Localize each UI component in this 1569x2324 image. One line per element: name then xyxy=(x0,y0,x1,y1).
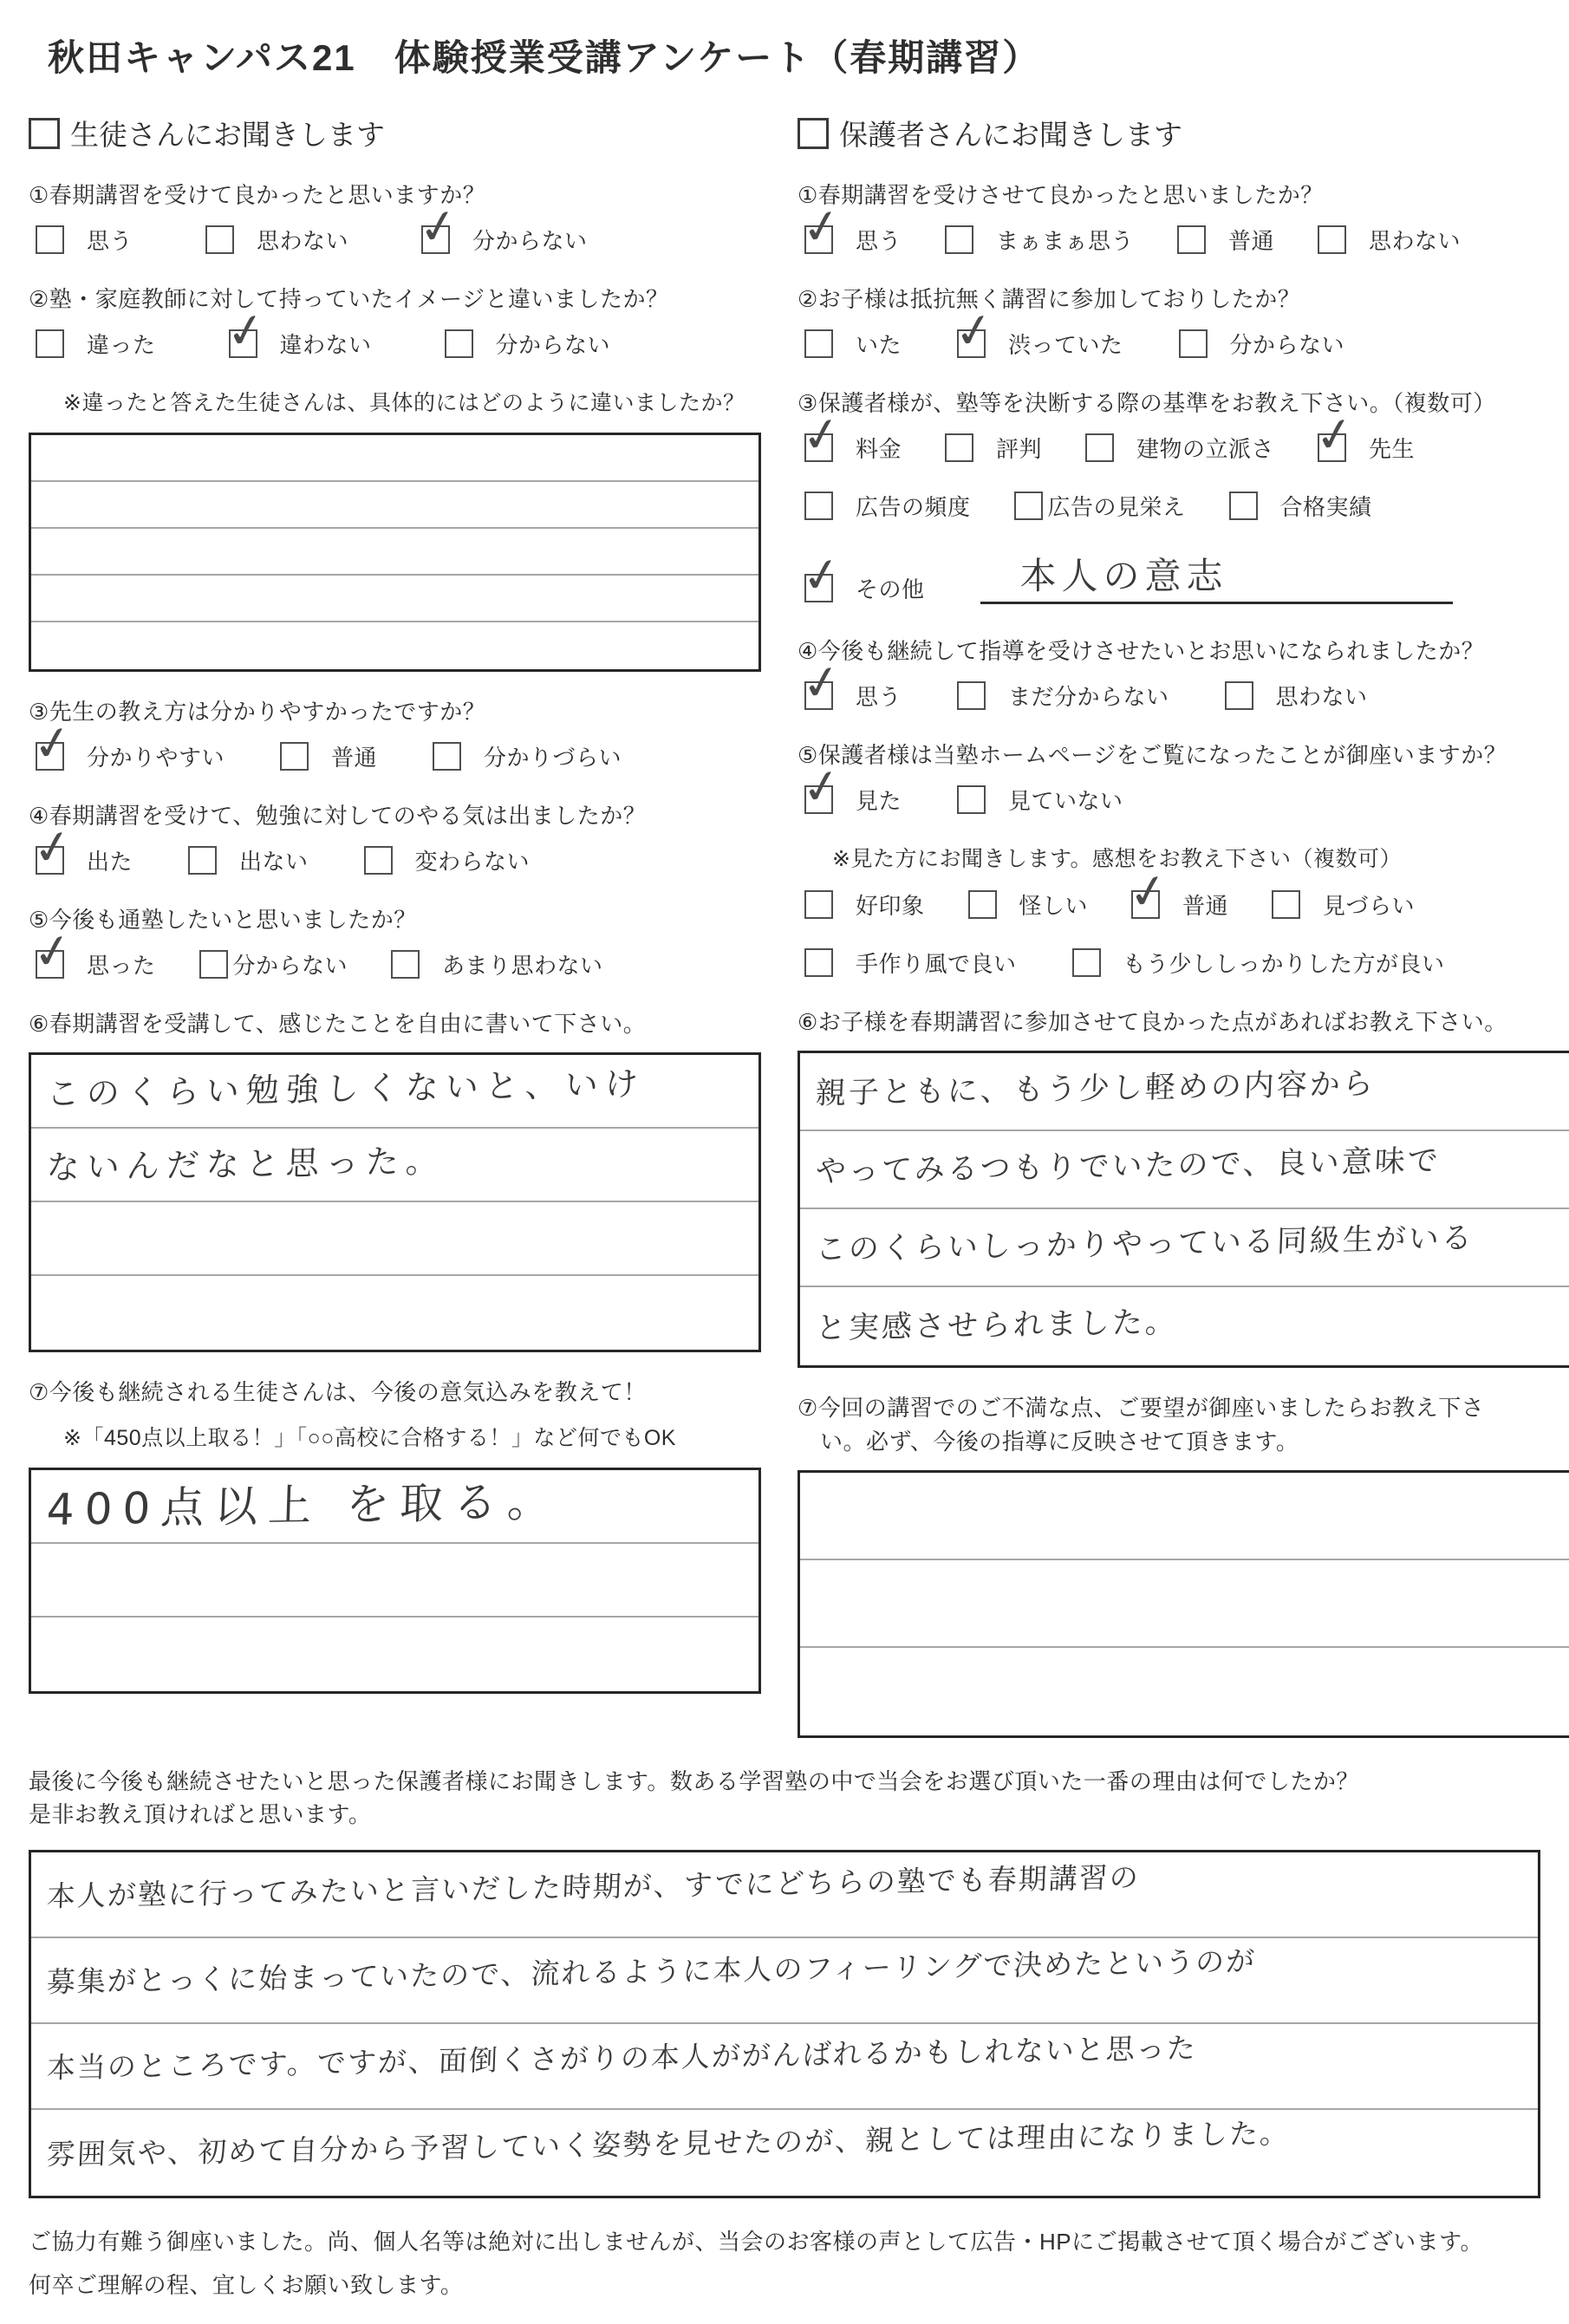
options-row xyxy=(804,947,1569,979)
handwritten-text: やってみるつもりでいたので、良い意味で xyxy=(815,1143,1442,1190)
option-label: 分かりやすい xyxy=(87,745,225,771)
checkbox[interactable] xyxy=(29,921,76,982)
check-mark-icon: ✓ xyxy=(798,652,845,713)
handwritten-text: 400点以上 を取る。 xyxy=(45,1475,563,1535)
handwritten-text: 親子ともに、もう少し軽めの内容から xyxy=(815,1066,1377,1112)
option-label: 分かりづらい xyxy=(484,745,622,771)
checkbox[interactable] xyxy=(364,846,393,875)
section-header-label: 保護者さんにお聞きします xyxy=(839,119,1182,151)
parent-q2-opt-wakaranai[interactable] xyxy=(1179,328,1345,360)
option-label: 普通 xyxy=(1182,893,1229,919)
question-text: ②塾・家庭教師に対して持っていたイメージと違いましたか？ xyxy=(29,286,669,312)
checkbox[interactable] xyxy=(968,890,997,919)
checkbox[interactable] xyxy=(1311,404,1358,465)
parent-q3-opt-ryoukin[interactable] xyxy=(798,404,902,465)
checkbox[interactable] xyxy=(1072,948,1101,977)
answer-line xyxy=(31,1276,758,1350)
question-text: ③先生の教え方は分かりやすかったですか？ xyxy=(29,699,486,725)
option-label: 思わない xyxy=(257,228,349,254)
checkbox[interactable] xyxy=(29,713,76,774)
option-label: 出た xyxy=(87,849,133,875)
student-q5-opt-omotta[interactable] xyxy=(29,921,156,982)
question-text: ②お子様は抵抗無く講習に参加しておりしたか？ xyxy=(798,286,1301,312)
checkbox[interactable] xyxy=(804,329,833,358)
form-title: 秋田キャンパス21 体験授業受講アンケート（春期講習） xyxy=(48,37,1041,78)
final-question-line2: 是非お教え頂ければと思います。 xyxy=(29,1800,372,1827)
checkbox[interactable] xyxy=(1014,491,1043,520)
other-answer-field[interactable] xyxy=(980,548,1453,604)
answer-line xyxy=(31,529,758,576)
answer-line xyxy=(31,1470,758,1544)
answer-line xyxy=(31,2024,1538,2110)
option-label: 思わない xyxy=(1369,228,1462,254)
parent-q4-opt-omowanai[interactable] xyxy=(1225,680,1368,712)
parent-q4-opt-mada-wakaranai[interactable] xyxy=(957,680,1169,712)
parent-q1-opt-futsuu[interactable] xyxy=(1177,224,1274,256)
option-label: 違わない xyxy=(279,332,372,358)
question-note: ※見た方にお聞きします。感想をお教え下さい（複数可） xyxy=(832,847,1402,871)
parent-q5-opt-tezukuri[interactable] xyxy=(804,947,1017,979)
parent-q3-opt-koukoku-hindo[interactable] xyxy=(804,490,971,522)
parent-q6 xyxy=(798,1005,1569,1368)
option-label: 合格実績 xyxy=(1279,494,1372,520)
question-note: ※「450点以上取る！」「○○高校に合格する！」など何でもOK xyxy=(63,1426,676,1450)
question-text: ③保護者様が、塾等を決断する際の基準をお教え下さい。（複数可） xyxy=(798,390,1496,416)
handwritten-text: 雰囲気や、初めて自分から予習していく姿勢を見せたのが、親としては理由になりました。 xyxy=(46,2116,1291,2172)
parent-q4-opt-omou[interactable] xyxy=(798,652,902,713)
answer-line xyxy=(31,1129,758,1202)
check-mark-icon: ✓ xyxy=(414,196,462,257)
student-q1-opt-omou[interactable] xyxy=(36,224,133,256)
checkbox[interactable] xyxy=(1179,329,1208,358)
handwritten-text: 本人が塾に行ってみたいと言いだした時期が、すでにどちらの塾でも春期講習の xyxy=(46,1860,1141,1914)
checkbox[interactable] xyxy=(36,225,64,254)
options-row xyxy=(798,652,1569,713)
parent-q1-opt-omowanai[interactable] xyxy=(1318,224,1461,256)
parent-q1-opt-maamaa[interactable] xyxy=(945,224,1134,256)
student-q5-opt-amari-omowanai[interactable] xyxy=(391,948,603,980)
student-q4-opt-denai[interactable] xyxy=(188,844,309,876)
parent-section xyxy=(798,113,1569,1761)
parent-section-header xyxy=(798,113,1569,153)
handwritten-text: 本人の意志 xyxy=(1019,555,1228,597)
parent-q7-answer-box[interactable] xyxy=(798,1470,1569,1738)
options-row xyxy=(36,300,761,361)
option-label: 普通 xyxy=(1228,228,1275,254)
option-label: 評判 xyxy=(996,436,1043,462)
answer-line xyxy=(31,435,758,482)
answer-line xyxy=(800,1053,1569,1131)
option-label: 分からない xyxy=(495,332,611,358)
checkbox[interactable] xyxy=(1225,681,1253,710)
option-label: もう少ししっかりした方が良い xyxy=(1123,951,1445,977)
answer-line xyxy=(800,1560,1569,1648)
option-label: 思った xyxy=(87,953,156,979)
option-label: まぁまぁ思う xyxy=(996,228,1135,254)
student-q4-opt-deta[interactable] xyxy=(29,817,133,878)
check-mark-icon: ✓ xyxy=(1124,861,1172,922)
student-q3 xyxy=(29,694,761,772)
option-label: 怪しい xyxy=(1019,893,1089,919)
options-row xyxy=(804,490,1569,522)
question-text: ④今後も継続して指導を受けさせたいとお思いになられましたか？ xyxy=(798,638,1485,664)
answer-line xyxy=(800,1131,1569,1209)
check-mark-icon: ✓ xyxy=(29,713,76,774)
checkbox[interactable] xyxy=(433,742,461,771)
answer-line xyxy=(31,1202,758,1276)
final-question-line1: 最後に今後も継続させたいと思った保護者様にお聞きします。数ある学習塾の中で当会をお選び頂いた一番の理由は何でしたか？ xyxy=(29,1768,1359,1794)
option-label: 出ない xyxy=(239,849,309,875)
option-label: 思わない xyxy=(1275,684,1368,710)
check-mark-icon: ✓ xyxy=(29,817,76,878)
option-label: 渋っていた xyxy=(1008,332,1123,358)
two-column-layout xyxy=(0,113,1569,1761)
parent-q6-answer-box[interactable] xyxy=(798,1051,1569,1368)
check-mark-icon: ✓ xyxy=(798,544,845,606)
checkbox[interactable] xyxy=(1318,225,1346,254)
option-label: 手作り風で良い xyxy=(856,951,1017,977)
check-mark-icon: ✓ xyxy=(798,196,845,257)
option-label: あまり思わない xyxy=(442,953,603,979)
answer-line xyxy=(800,1648,1569,1735)
option-label: まだ分からない xyxy=(1008,684,1169,710)
student-q1-opt-omowanai[interactable] xyxy=(205,224,348,256)
checkbox[interactable] xyxy=(804,948,833,977)
options-row xyxy=(29,713,761,774)
checkbox[interactable] xyxy=(1272,890,1300,919)
parent-q4 xyxy=(798,634,1569,712)
student-q5-opt-wakaranai[interactable] xyxy=(199,948,348,980)
checkbox[interactable] xyxy=(414,196,462,257)
student-q1-opt-wakaranai[interactable] xyxy=(414,196,588,257)
question-text: ⑥お子様を春期講習に参加させて良かった点があればお教え下さい。 xyxy=(798,1009,1507,1035)
option-label: 料金 xyxy=(856,436,902,462)
checkbox[interactable] xyxy=(798,404,845,465)
checkbox[interactable] xyxy=(798,544,845,606)
answer-line xyxy=(800,1473,1569,1560)
handwritten-text: と実感させられました。 xyxy=(815,1305,1179,1347)
parent-q2-opt-ita[interactable] xyxy=(804,328,902,360)
option-label: いた xyxy=(856,332,902,358)
student-q3-opt-wakarizurai[interactable] xyxy=(433,740,622,772)
question-text: ⑤今後も通塾したいと思いましたか？ xyxy=(29,907,417,933)
student-q6-answer-box[interactable] xyxy=(29,1052,761,1352)
checkbox[interactable] xyxy=(798,652,845,713)
answer-line xyxy=(31,1544,758,1618)
closing-remarks-line2: 何卒ご理解の程、宜しくお願い致します。 xyxy=(29,2271,464,2298)
checkbox[interactable] xyxy=(36,329,64,358)
student-q1 xyxy=(29,178,761,256)
check-mark-icon: ✓ xyxy=(798,404,845,465)
handwritten-text: 募集がとっくに始まっていたので、流れるように本人のフィーリングで決めたというのが xyxy=(46,1944,1257,2000)
checkbox[interactable] xyxy=(29,817,76,878)
check-mark-icon: ✓ xyxy=(1311,404,1358,465)
question-note: ※違ったと答えた生徒さんは、具体的にはどのように違いましたか？ xyxy=(63,391,745,415)
final-question-text xyxy=(29,1766,1540,1831)
parent-q3-other-row xyxy=(798,544,1569,606)
student-q2 xyxy=(29,282,761,672)
checkbox[interactable] xyxy=(804,491,833,520)
checkbox[interactable] xyxy=(280,742,309,771)
parent-q5-opt-shikkari[interactable] xyxy=(1072,947,1445,979)
parent-q1 xyxy=(798,178,1569,256)
student-q4 xyxy=(29,798,761,876)
question-text: ⑥春期講習を受講して、感じたことを自由に書いて下さい。 xyxy=(29,1011,647,1037)
question-text: ①春期講習を受けて良かったと思いますか？ xyxy=(29,182,486,208)
handwritten-text: ないんだなと思った。 xyxy=(46,1141,446,1188)
answer-line xyxy=(800,1209,1569,1287)
student-q2-opt-chigatta[interactable] xyxy=(36,328,156,360)
parent-q3-opt-tatemono[interactable] xyxy=(1085,432,1274,464)
check-mark-icon: ✓ xyxy=(29,921,76,982)
question-text: ④春期講習を受けて、勉強に対してのやる気は出ましたか？ xyxy=(29,803,647,829)
checkbox[interactable] xyxy=(205,225,234,254)
options-row xyxy=(29,921,761,982)
student-q6 xyxy=(29,1006,761,1352)
checkbox[interactable] xyxy=(804,890,833,919)
answer-line xyxy=(800,1287,1569,1365)
student-q2-opt-chigawanai[interactable] xyxy=(221,300,372,361)
handwritten-text: このくらい勉強しくないと、いけ xyxy=(46,1064,646,1114)
parent-q1-opt-omou[interactable] xyxy=(798,196,902,257)
checkbox[interactable] xyxy=(957,785,986,814)
checkbox[interactable] xyxy=(221,300,270,361)
option-label: 好印象 xyxy=(856,893,925,919)
parent-q5-opt-mizurai[interactable] xyxy=(1272,889,1415,921)
option-label: 見た xyxy=(856,788,902,814)
option-label: 思う xyxy=(87,228,133,254)
checkbox[interactable] xyxy=(188,846,217,875)
option-label: 分からない xyxy=(1229,332,1345,358)
option-label: その他 xyxy=(856,576,925,602)
answer-line xyxy=(31,1055,758,1129)
option-label: 広告の頻度 xyxy=(856,494,971,520)
student-q7 xyxy=(29,1375,761,1694)
handwritten-text: このくらいしっかりやっている同級生がいる xyxy=(815,1221,1475,1268)
option-label: 普通 xyxy=(331,745,378,771)
student-q3-opt-futsuu[interactable] xyxy=(280,740,377,772)
parent-q3-opt-hyouban[interactable] xyxy=(945,432,1042,464)
options-row xyxy=(804,300,1569,361)
handwritten-text: 本当のところです。ですが、面倒くさがりの本人ががんばれるかもしれないと思った xyxy=(46,2031,1198,2086)
question-text: ⑦今回の講習でのご不満な点、ご要望が御座いましたらお教え下さ xyxy=(798,1395,1485,1421)
closing-remarks-line1: ご協力有難う御座いました。尚、個人名等は絶対に出しませんが、当会のお客様の声として広告・HPにご掲載させて頂く場合がございます。 xyxy=(29,2229,1484,2256)
option-label: 分からない xyxy=(472,228,588,254)
answer-line xyxy=(31,1938,1538,2024)
checkbox[interactable] xyxy=(1229,491,1258,520)
parent-q7 xyxy=(798,1390,1569,1738)
options-row xyxy=(29,817,761,878)
parent-q2 xyxy=(798,282,1569,360)
options-row xyxy=(798,404,1569,465)
parent-q5 xyxy=(798,738,1569,979)
checkbox[interactable] xyxy=(1177,225,1206,254)
question-text: ①春期講習を受けさせて良かったと思いましたか？ xyxy=(798,182,1324,208)
checkbox[interactable] xyxy=(391,950,420,979)
question-text: ⑤保護者様は当塾ホームページをご覧になったことが御座いますか？ xyxy=(798,742,1507,768)
checkbox[interactable] xyxy=(798,756,845,817)
option-label: 分からない xyxy=(232,953,348,979)
parent-q2-opt-shibutteita[interactable] xyxy=(950,300,1123,361)
closing-remarks xyxy=(29,2221,1540,2307)
parent-q3-opt-sensei[interactable] xyxy=(1311,404,1416,465)
check-mark-icon: ✓ xyxy=(950,300,998,361)
checkbox[interactable] xyxy=(945,225,973,254)
options-row xyxy=(36,196,761,257)
parent-q5-opt-futsuu[interactable] xyxy=(1124,861,1229,922)
option-label: 違った xyxy=(87,332,156,358)
option-label: 変わらない xyxy=(414,849,531,875)
answer-line xyxy=(31,482,758,529)
student-q7-answer-box[interactable] xyxy=(29,1468,761,1694)
parent-q3 xyxy=(798,386,1569,604)
checkbox[interactable] xyxy=(1085,433,1114,462)
checkbox[interactable] xyxy=(957,681,986,710)
final-question-section xyxy=(0,1766,1569,2307)
option-label: 思う xyxy=(856,684,902,710)
answer-line xyxy=(31,576,758,622)
question-text: い。必ず、今後の指導に反映させて頂きます。 xyxy=(820,1429,1299,1455)
parent-q3-opt-sonota[interactable] xyxy=(798,544,925,606)
parent-q5-opt-kouinshou[interactable] xyxy=(804,889,925,921)
answer-line xyxy=(31,1852,1538,1938)
open-square-icon xyxy=(29,118,60,149)
checkbox[interactable] xyxy=(445,329,473,358)
section-header-label: 生徒さんにお聞きします xyxy=(70,119,385,151)
parent-q3-opt-koukoku-mibae[interactable] xyxy=(1014,490,1186,522)
parent-q5-opt-mita[interactable] xyxy=(798,756,902,817)
checkbox[interactable] xyxy=(950,300,998,361)
option-label: 広告の見栄え xyxy=(1047,494,1186,520)
option-label: 見ていない xyxy=(1008,788,1123,814)
question-text: ⑦今後も継続される生徒さんは、今後の意気込みを教えて！ xyxy=(29,1379,647,1405)
student-q4-opt-kawaranai[interactable] xyxy=(364,844,531,876)
option-label: 建物の立派さ xyxy=(1136,436,1275,462)
parent-q5-opt-ayashii[interactable] xyxy=(968,889,1089,921)
option-label: 見づらい xyxy=(1323,893,1416,919)
student-section-header xyxy=(29,113,761,153)
check-mark-icon: ✓ xyxy=(221,300,270,361)
answer-line xyxy=(31,622,758,669)
options-row xyxy=(798,196,1569,257)
open-square-icon xyxy=(798,118,829,149)
parent-q3-opt-goukaku-jisseki[interactable] xyxy=(1229,490,1372,522)
final-answer-box[interactable] xyxy=(29,1850,1540,2198)
checkbox[interactable] xyxy=(1124,861,1172,922)
student-q2-opt-wakaranai[interactable] xyxy=(445,328,611,360)
student-q3-opt-wakariyasui[interactable] xyxy=(29,713,225,774)
answer-line xyxy=(31,1618,758,1691)
options-row xyxy=(798,756,1569,817)
option-label: 先生 xyxy=(1369,436,1416,462)
student-section xyxy=(29,113,761,1716)
student-q5 xyxy=(29,902,761,980)
answer-line xyxy=(31,2110,1538,2196)
check-mark-icon: ✓ xyxy=(798,756,845,817)
option-label: 思う xyxy=(856,228,902,254)
options-row xyxy=(804,861,1569,922)
parent-q5-opt-miteinai[interactable] xyxy=(957,784,1123,816)
student-q2-answer-box[interactable] xyxy=(29,433,761,672)
checkbox[interactable] xyxy=(199,950,228,979)
checkbox[interactable] xyxy=(945,433,973,462)
checkbox[interactable] xyxy=(798,196,845,257)
